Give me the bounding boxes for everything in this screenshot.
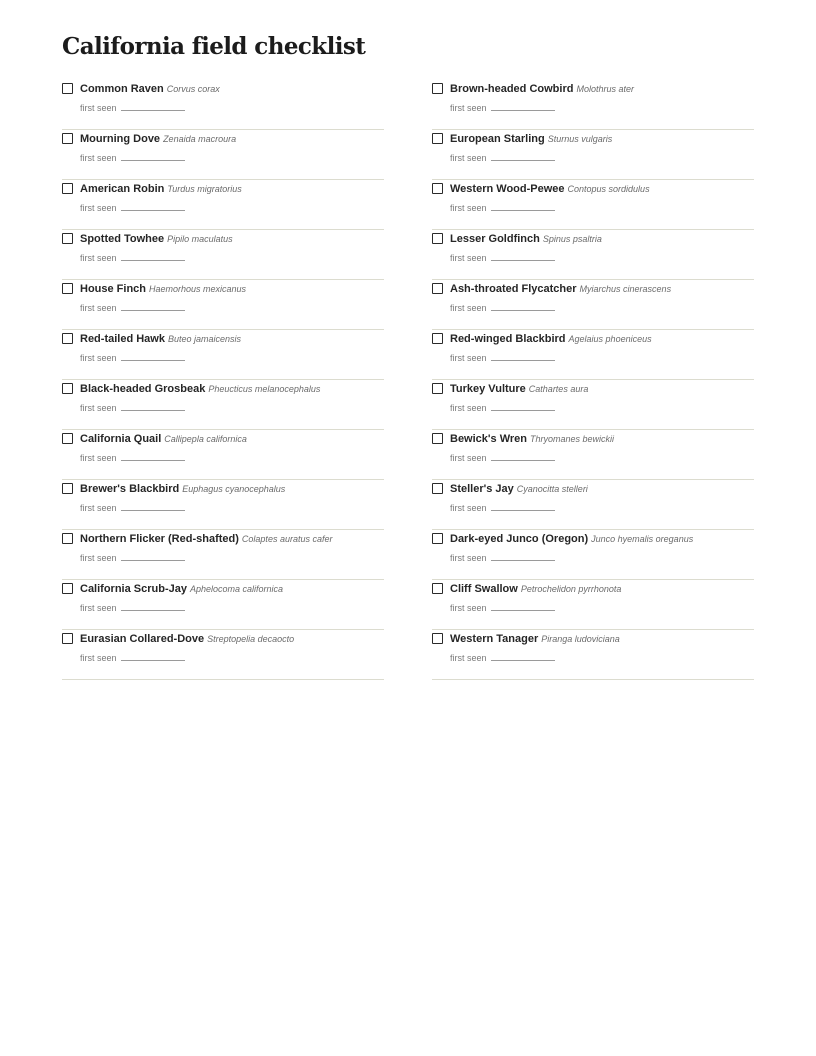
first-seen-label: first seen — [80, 203, 117, 213]
common-name: Brown-headed Cowbird — [450, 83, 574, 95]
first-seen-line — [80, 351, 185, 365]
first-seen-label: first seen — [80, 653, 117, 663]
species-checkbox[interactable] — [62, 133, 73, 144]
first-seen-label: first seen — [80, 503, 117, 513]
common-name: Cliff Swallow — [450, 583, 518, 595]
species-name-line — [450, 380, 588, 397]
first-seen-blank[interactable] — [121, 401, 185, 411]
species-name-line — [450, 80, 634, 97]
page-title: California field checklist — [62, 33, 366, 60]
common-name: Turkey Vulture — [450, 383, 526, 395]
species-entry — [62, 380, 384, 430]
checklist-page — [62, 32, 754, 663]
first-seen-line — [450, 451, 555, 465]
first-seen-line — [80, 101, 185, 115]
first-seen-line — [450, 201, 555, 215]
first-seen-blank[interactable] — [491, 151, 555, 161]
first-seen-label: first seen — [450, 203, 487, 213]
species-checkbox[interactable] — [62, 83, 73, 94]
species-entry — [62, 230, 384, 280]
first-seen-label: first seen — [80, 353, 117, 363]
species-entry — [62, 480, 384, 530]
scientific-name: Pipilo maculatus — [167, 234, 233, 244]
species-entry — [62, 530, 384, 580]
scientific-name: Thryomanes bewickii — [530, 434, 615, 444]
first-seen-line — [450, 501, 555, 515]
common-name: Lesser Goldfinch — [450, 233, 540, 245]
species-entry — [432, 530, 754, 580]
first-seen-label: first seen — [450, 453, 487, 463]
scientific-name: Colaptes auratus cafer — [241, 534, 333, 544]
scientific-name: Contopus sordidulus — [567, 184, 650, 194]
first-seen-label: first seen — [80, 153, 117, 163]
species-checkbox[interactable] — [62, 583, 73, 594]
common-name: American Robin — [80, 183, 165, 195]
common-name: Northern Flicker (Red-shafted) — [80, 533, 239, 545]
first-seen-blank[interactable] — [121, 451, 185, 461]
first-seen-line — [80, 501, 185, 515]
species-name-line — [450, 580, 621, 597]
common-name: California Quail — [80, 433, 162, 445]
first-seen-blank[interactable] — [121, 501, 185, 511]
first-seen-blank[interactable] — [491, 501, 555, 511]
species-entry — [62, 180, 384, 230]
species-entry — [432, 380, 754, 430]
checklist-column-left — [62, 80, 384, 680]
scientific-name: Myiarchus cinerascens — [579, 284, 672, 294]
species-checkbox[interactable] — [432, 83, 443, 94]
first-seen-blank[interactable] — [121, 201, 185, 211]
species-checkbox[interactable] — [62, 433, 73, 444]
first-seen-blank[interactable] — [121, 301, 185, 311]
species-name-line — [80, 230, 233, 247]
first-seen-line — [450, 401, 555, 415]
species-checkbox[interactable] — [62, 333, 73, 344]
scientific-name: Piranga ludoviciana — [541, 634, 620, 644]
species-entry — [62, 130, 384, 180]
species-checkbox[interactable] — [62, 383, 73, 394]
scientific-name: Buteo jamaicensis — [167, 334, 242, 344]
species-name-line — [80, 130, 236, 147]
common-name: Ash-throated Flycatcher — [450, 283, 577, 295]
scientific-name: Cathartes aura — [528, 384, 589, 394]
common-name: Western Wood-Pewee — [450, 183, 565, 195]
common-name: Red-winged Blackbird — [450, 333, 566, 345]
species-entry — [62, 430, 384, 480]
first-seen-line — [450, 601, 555, 615]
first-seen-blank[interactable] — [121, 551, 185, 561]
scientific-name: Petrochelidon pyrrhonota — [520, 584, 622, 594]
first-seen-label: first seen — [450, 603, 487, 613]
species-checkbox[interactable] — [62, 283, 73, 294]
first-seen-blank[interactable] — [121, 151, 185, 161]
species-entry — [62, 80, 384, 130]
first-seen-line — [80, 451, 185, 465]
first-seen-blank[interactable] — [491, 301, 555, 311]
species-name-line — [80, 330, 241, 347]
first-seen-blank[interactable] — [491, 451, 555, 461]
species-name-line — [80, 480, 285, 497]
first-seen-blank[interactable] — [491, 551, 555, 561]
first-seen-label: first seen — [80, 253, 117, 263]
species-entry — [62, 330, 384, 380]
common-name: Black-headed Grosbeak — [80, 383, 206, 395]
first-seen-blank[interactable] — [491, 401, 555, 411]
common-name: Spotted Towhee — [80, 233, 165, 245]
species-name-line — [450, 630, 620, 647]
first-seen-line — [450, 101, 555, 115]
species-checkbox[interactable] — [62, 183, 73, 194]
common-name: Mourning Dove — [80, 133, 161, 145]
species-entry — [432, 80, 754, 130]
species-name-line — [450, 130, 612, 147]
first-seen-line — [80, 301, 185, 315]
checklist-column-right — [432, 80, 754, 680]
first-seen-blank[interactable] — [491, 601, 555, 611]
first-seen-blank[interactable] — [491, 101, 555, 111]
first-seen-label: first seen — [450, 553, 487, 563]
first-seen-blank[interactable] — [491, 351, 555, 361]
common-name: Brewer's Blackbird — [80, 483, 180, 495]
first-seen-line — [450, 551, 555, 565]
scientific-name: Callipepla californica — [164, 434, 247, 444]
first-seen-line — [80, 201, 185, 215]
species-entry — [432, 230, 754, 280]
scientific-name: Molothrus ater — [576, 84, 634, 94]
species-name-line — [450, 330, 652, 347]
scientific-name: Corvus corax — [166, 84, 220, 94]
species-name-line — [80, 580, 283, 597]
scientific-name: Agelaius phoeniceus — [568, 334, 652, 344]
first-seen-line — [80, 651, 185, 665]
species-checkbox[interactable] — [432, 133, 443, 144]
common-name: Steller's Jay — [450, 483, 514, 495]
first-seen-label: first seen — [80, 553, 117, 563]
first-seen-label: first seen — [450, 353, 487, 363]
species-entry — [62, 280, 384, 330]
species-checkbox[interactable] — [62, 633, 73, 644]
first-seen-blank[interactable] — [491, 251, 555, 261]
first-seen-line — [80, 151, 185, 165]
first-seen-line — [450, 651, 555, 665]
species-name-line — [450, 530, 693, 547]
first-seen-label: first seen — [450, 253, 487, 263]
first-seen-label: first seen — [450, 503, 487, 513]
species-name-line — [80, 380, 320, 397]
species-name-line — [80, 180, 242, 197]
scientific-name: Streptopelia decaocto — [207, 634, 295, 644]
first-seen-line — [80, 601, 185, 615]
common-name: Bewick's Wren — [450, 433, 527, 445]
first-seen-blank[interactable] — [491, 651, 555, 661]
scientific-name: Junco hyemalis oreganus — [591, 534, 694, 544]
species-checkbox[interactable] — [432, 333, 443, 344]
species-entry — [432, 630, 754, 680]
first-seen-label: first seen — [80, 103, 117, 113]
species-entry — [432, 330, 754, 380]
species-checkbox[interactable] — [432, 433, 443, 444]
first-seen-label: first seen — [450, 653, 487, 663]
species-entry — [432, 130, 754, 180]
scientific-name: Turdus migratorius — [167, 184, 242, 194]
first-seen-line — [80, 401, 185, 415]
species-name-line — [450, 230, 602, 247]
species-entry — [432, 430, 754, 480]
species-name-line — [450, 430, 614, 447]
species-checkbox[interactable] — [62, 483, 73, 494]
common-name: European Starling — [450, 133, 545, 145]
first-seen-blank[interactable] — [121, 651, 185, 661]
first-seen-blank[interactable] — [121, 251, 185, 261]
first-seen-line — [450, 351, 555, 365]
species-checkbox[interactable] — [432, 633, 443, 644]
first-seen-line — [450, 251, 555, 265]
scientific-name: Cyanocitta stelleri — [516, 484, 588, 494]
species-checkbox[interactable] — [432, 383, 443, 394]
first-seen-line — [450, 301, 555, 315]
scientific-name: Pheucticus melanocephalus — [208, 384, 321, 394]
species-entry — [62, 630, 384, 680]
species-name-line — [80, 530, 332, 547]
species-checkbox[interactable] — [432, 583, 443, 594]
common-name: California Scrub-Jay — [80, 583, 187, 595]
species-entry — [432, 580, 754, 630]
scientific-name: Spinus psaltria — [542, 234, 602, 244]
first-seen-label: first seen — [450, 303, 487, 313]
scientific-name: Sturnus vulgaris — [547, 134, 613, 144]
first-seen-label: first seen — [80, 403, 117, 413]
common-name: House Finch — [80, 283, 147, 295]
first-seen-line — [450, 151, 555, 165]
species-entry — [432, 480, 754, 530]
species-name-line — [450, 480, 588, 497]
first-seen-blank[interactable] — [121, 351, 185, 361]
species-name-line — [80, 430, 247, 447]
species-name-line — [450, 180, 650, 197]
common-name: Common Raven — [80, 83, 164, 95]
common-name: Red-tailed Hawk — [80, 333, 165, 345]
species-checkbox[interactable] — [432, 183, 443, 194]
species-checkbox[interactable] — [432, 483, 443, 494]
checklist-columns — [62, 80, 754, 680]
scientific-name: Haemorhous mexicanus — [149, 284, 247, 294]
species-checkbox[interactable] — [432, 533, 443, 544]
species-name-line — [80, 630, 294, 647]
first-seen-label: first seen — [450, 103, 487, 113]
scientific-name: Aphelocoma californica — [189, 584, 284, 594]
first-seen-label: first seen — [80, 453, 117, 463]
first-seen-blank[interactable] — [491, 201, 555, 211]
species-entry — [62, 580, 384, 630]
species-checkbox[interactable] — [62, 533, 73, 544]
common-name: Eurasian Collared-Dove — [80, 633, 205, 645]
first-seen-label: first seen — [80, 303, 117, 313]
first-seen-line — [80, 551, 185, 565]
first-seen-blank[interactable] — [121, 601, 185, 611]
first-seen-line — [80, 251, 185, 265]
species-name-line — [450, 280, 671, 297]
scientific-name: Zenaida macroura — [163, 134, 237, 144]
first-seen-label: first seen — [450, 153, 487, 163]
species-entry — [432, 280, 754, 330]
species-checkbox[interactable] — [432, 233, 443, 244]
first-seen-label: first seen — [450, 403, 487, 413]
species-name-line — [80, 80, 220, 97]
common-name: Western Tanager — [450, 633, 539, 645]
species-name-line — [80, 280, 246, 297]
first-seen-blank[interactable] — [121, 101, 185, 111]
common-name: Dark-eyed Junco (Oregon) — [450, 533, 589, 545]
scientific-name: Euphagus cyanocephalus — [182, 484, 286, 494]
first-seen-label: first seen — [80, 603, 117, 613]
species-checkbox[interactable] — [432, 283, 443, 294]
species-checkbox[interactable] — [62, 233, 73, 244]
species-entry — [432, 180, 754, 230]
